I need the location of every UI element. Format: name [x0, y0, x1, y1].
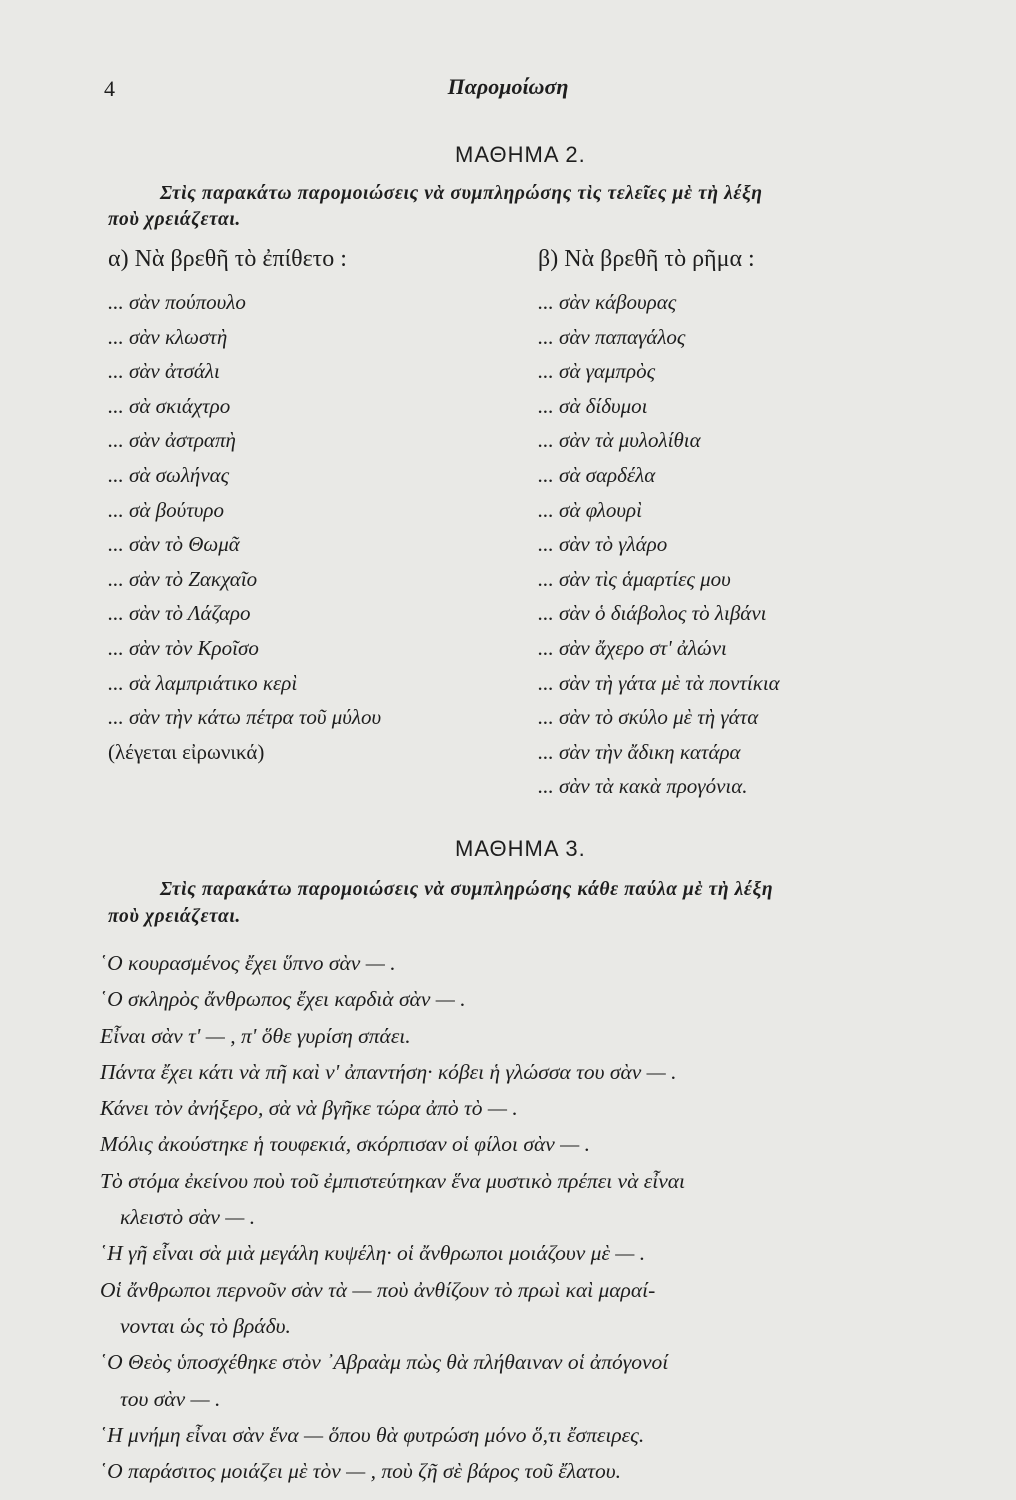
sentence-item	[100, 1054, 940, 1090]
list-item: ... σὰν τὴν ἄδικη κατάρα	[538, 739, 741, 764]
list-item: ... σὰ σκιάχτρο	[108, 393, 231, 418]
list-item: ... σὰν τὰ μυλολίθια	[538, 428, 701, 453]
list-item: ... σὰν ἀστραπὴ	[108, 428, 236, 453]
sentence-continuation: κλειστὸ σὰν — .	[120, 1205, 256, 1230]
list-item: ... σὰν παπαγάλος	[538, 324, 686, 349]
verb-exercise-list	[538, 285, 780, 804]
sentence-item	[100, 981, 940, 1017]
list-item: ... σὰ λαμπριάτικο κερὶ	[108, 670, 298, 695]
adjective-exercise-list	[108, 285, 381, 769]
list-item: ... σὰν κλωστὴ	[108, 324, 228, 349]
sentence-line: ῾Η μνήμη εἶναι σὰν ἕνα — ὅπου θὰ φυτρώση μόνο ὅ,τι ἔσπειρες.	[100, 1422, 645, 1447]
sentence-line: Μόλις ἀκούστηκε ἡ τουφεκιά, σκόρπισαν οἱ φίλοι σὰν — .	[100, 1132, 591, 1157]
sentence-item	[100, 1235, 940, 1271]
list-item: ... σὰν τὴ γάτα μὲ τὰ ποντίκια	[538, 670, 780, 695]
irony-note: (λέγεται εἰρωνικά)	[108, 739, 265, 764]
lesson-2-instruction-line-2: ποὺ χρειάζεται.	[108, 209, 241, 230]
sentence-item	[100, 1417, 940, 1453]
sentence-line: Πάντα ἔχει κάτι νὰ πῆ καὶ ν' ἀπαντήση· κόβει ἡ γλώσσα του σὰν — .	[100, 1059, 677, 1084]
sentence-item	[100, 945, 940, 981]
sentence-line: Εἶναι σὰν τ' — , π' ὅθε γυρίση σπάει.	[100, 1023, 411, 1048]
list-item: ... σὰν ἄχερο στ' ἀλώνι	[538, 635, 727, 660]
list-item: ... σὰν τὸ Λάζαρο	[108, 601, 251, 626]
list-item: ... σὰν τὸ γλάρο	[538, 532, 668, 557]
list-item: ... σὰ σαρδέλα	[538, 462, 656, 487]
lesson-2-title: ΜΑΘΗΜΑ 2.	[455, 142, 586, 167]
sentence-line: Κάνει τὸν ἀνήξερο, σὰ νὰ βγῆκε τώρα ἀπὸ τὸ — .	[100, 1096, 518, 1121]
running-title: Παρομοίωση	[447, 74, 569, 99]
sentence-item	[100, 1126, 940, 1162]
sentence-continuation: του σὰν — .	[120, 1386, 221, 1411]
list-item: ... σὰν ἀτσάλι	[108, 359, 220, 384]
list-item: ... σὰν τὶς ἁμαρτίες μου	[538, 566, 731, 591]
sentence-item	[100, 1272, 940, 1345]
sentence-line: ῾Η γῆ εἶναι σὰ μιὰ μεγάλη κυψέλη· οἱ ἄνθρωποι μοιάζουν μὲ — .	[100, 1241, 646, 1266]
sentence-line: ῾Ο κουρασμένος ἔχει ὕπνο σὰν — .	[100, 951, 396, 975]
list-item: ... σὰν τὴν κάτω πέτρα τοῦ μύλου	[108, 705, 382, 730]
list-item: ... σὰ δίδυμοι	[538, 393, 648, 418]
column-a-heading: α) Νὰ βρεθῆ τὸ ἐπίθετο :	[108, 246, 347, 272]
sentence-line: Τὸ στόμα ἐκείνου ποὺ τοῦ ἐμπιστεύτηκαν ἕνα μυστικὸ πρέπει νὰ εἶναι	[100, 1168, 685, 1193]
sentence-item	[100, 1163, 940, 1236]
sentence-continuation: νονται ὡς τὸ βράδυ.	[120, 1313, 291, 1338]
list-item: ... σὰν πούπουλο	[108, 290, 246, 314]
sentence-item	[100, 1453, 940, 1489]
list-item: ... σὰν κάβουρας	[538, 290, 677, 314]
list-item: ... σὰ βούτυρο	[108, 497, 224, 522]
page-number: 4	[104, 76, 115, 101]
sentence-item	[100, 1344, 940, 1417]
list-item: ... σὰν τὸ σκύλο μὲ τὴ γάτα	[538, 705, 759, 730]
lesson-2-instruction-line-1: Στὶς παρακάτω παρομοιώσεις νὰ συμπληρώσης τὶς τελεῖες μὲ τὴ λέξη	[160, 183, 763, 204]
list-item: ... σὰν τὸ Ζακχαῖο	[108, 566, 258, 591]
lesson-3-title: ΜΑΘΗΜΑ 3.	[455, 836, 586, 861]
list-item: ... σὰ φλουρὶ	[538, 497, 642, 522]
sentence-item	[100, 1090, 940, 1126]
lesson-3-instruction-line-1: Στὶς παρακάτω παρομοιώσεις νὰ συμπληρώσης κάθε παύλα μὲ τὴ λέξη	[160, 879, 774, 900]
sentence-line: Οἱ ἄνθρωποι περνοῦν σὰν τὰ — ποὺ ἀνθίζουν τὸ πρωὶ καὶ μαραί-	[100, 1277, 656, 1302]
sentence-line: ῾Ο σκληρὸς ἄνθρωπος ἔχει καρδιὰ σὰν — .	[100, 987, 466, 1012]
sentence-exercise-list	[100, 945, 940, 1489]
list-item: ... σὰ γαμπρὸς	[538, 359, 656, 384]
list-item: ... σὰ σωλήνας	[108, 462, 230, 487]
list-item: ... σὰν τὰ κακὰ προγόνια.	[538, 774, 748, 799]
lesson-3-instruction-line-2: ποὺ χρειάζεται.	[108, 906, 241, 927]
list-item: ... σὰν τὸ Θωμᾶ	[108, 532, 240, 557]
sentence-item	[100, 1018, 940, 1054]
list-item: ... σὰν ὁ διάβολος τὸ λιβάνι	[538, 601, 767, 626]
list-item: ... σὰν τὸν Κροῖσο	[108, 635, 259, 660]
sentence-line: ῾Ο παράσιτος μοιάζει μὲ τὸν — , ποὺ ζῆ σὲ βάρος τοῦ ἔλατου.	[100, 1459, 621, 1484]
sentence-line: ῾Ο Θεὸς ὑποσχέθηκε στὸν ᾿Αβραὰμ πὼς θὰ πλήθαιναν οἱ ἀπόγονοί	[100, 1350, 669, 1375]
column-b-heading: β) Νὰ βρεθῆ τὸ ρῆμα :	[538, 246, 755, 272]
